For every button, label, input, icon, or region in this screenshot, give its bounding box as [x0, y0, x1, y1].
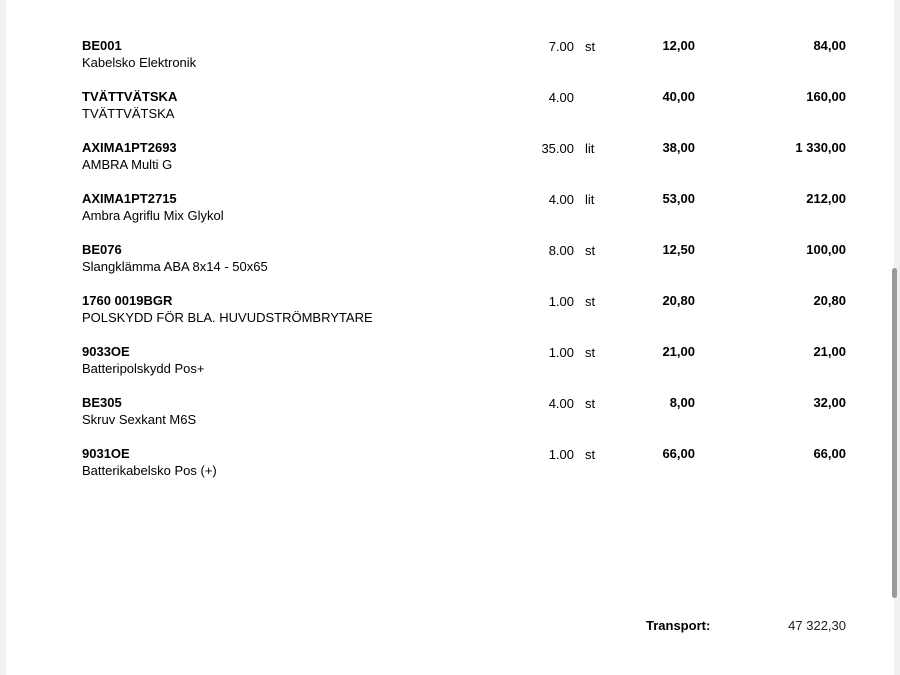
item-price: 21,00	[662, 344, 695, 359]
item-total: 1 330,00	[795, 140, 846, 155]
line-item	[6, 293, 894, 337]
item-quantity: 7.00	[548, 39, 574, 54]
line-item	[6, 89, 894, 133]
item-quantity: 1.00	[548, 345, 574, 360]
item-total: 84,00	[813, 38, 846, 53]
item-description: Slangklämma ABA 8x14 - 50x65	[82, 259, 268, 274]
item-code: 1760 0019BGR	[82, 293, 173, 308]
item-code: BE001	[82, 38, 122, 53]
line-item	[6, 395, 894, 439]
item-quantity: 8.00	[548, 243, 574, 258]
item-price: 20,80	[662, 293, 695, 308]
line-item	[6, 344, 894, 388]
item-description: TVÄTTVÄTSKA	[82, 106, 175, 121]
item-code: BE305	[82, 395, 122, 410]
item-total: 160,00	[806, 89, 846, 104]
item-quantity: 4.00	[548, 90, 574, 105]
item-unit: st	[585, 447, 596, 462]
document-page	[6, 0, 894, 675]
item-unit: st	[585, 243, 596, 258]
item-price: 38,00	[662, 140, 695, 155]
item-unit: st	[585, 39, 596, 54]
transport-label: Transport:	[646, 618, 711, 633]
item-total: 66,00	[813, 446, 846, 461]
transport-value: 47 322,30	[788, 618, 846, 633]
item-quantity: 35.00	[541, 141, 574, 156]
item-description: Skruv Sexkant M6S	[82, 412, 197, 427]
item-unit: lit	[585, 192, 595, 207]
item-code: AXIMA1PT2715	[82, 191, 177, 206]
item-price: 53,00	[662, 191, 695, 206]
line-item	[6, 191, 894, 235]
line-item	[6, 446, 894, 490]
item-quantity: 1.00	[548, 294, 574, 309]
item-description: Batterikabelsko Pos (+)	[82, 463, 217, 478]
item-total: 32,00	[813, 395, 846, 410]
item-price: 12,00	[662, 38, 695, 53]
item-quantity: 4.00	[548, 396, 574, 411]
item-description: POLSKYDD FÖR BLA. HUVUDSTRÖMBRYTARE	[82, 310, 373, 325]
item-price: 66,00	[662, 446, 695, 461]
item-total: 100,00	[806, 242, 846, 257]
line-item	[6, 140, 894, 184]
item-price: 12,50	[662, 242, 695, 257]
item-unit: lit	[585, 141, 595, 156]
item-code: 9033OE	[82, 344, 130, 359]
item-code: 9031OE	[82, 446, 130, 461]
item-total: 20,80	[813, 293, 846, 308]
line-item	[6, 38, 894, 82]
item-quantity: 1.00	[548, 447, 574, 462]
item-description: AMBRA Multi G	[82, 157, 173, 172]
item-unit: st	[585, 396, 596, 411]
vertical-scrollbar[interactable]	[892, 268, 897, 598]
item-description: Ambra Agriflu Mix Glykol	[82, 208, 224, 223]
item-price: 40,00	[662, 89, 695, 104]
item-code: BE076	[82, 242, 122, 257]
item-total: 212,00	[806, 191, 846, 206]
item-total: 21,00	[813, 344, 846, 359]
item-price: 8,00	[669, 395, 695, 410]
line-item	[6, 242, 894, 286]
item-quantity: 4.00	[548, 192, 574, 207]
item-unit: st	[585, 294, 596, 309]
item-code: TVÄTTVÄTSKA	[82, 89, 178, 104]
item-description: Kabelsko Elektronik	[82, 55, 197, 70]
item-code: AXIMA1PT2693	[82, 140, 177, 155]
item-unit: st	[585, 345, 596, 360]
item-description: Batteripolskydd Pos+	[82, 361, 205, 376]
